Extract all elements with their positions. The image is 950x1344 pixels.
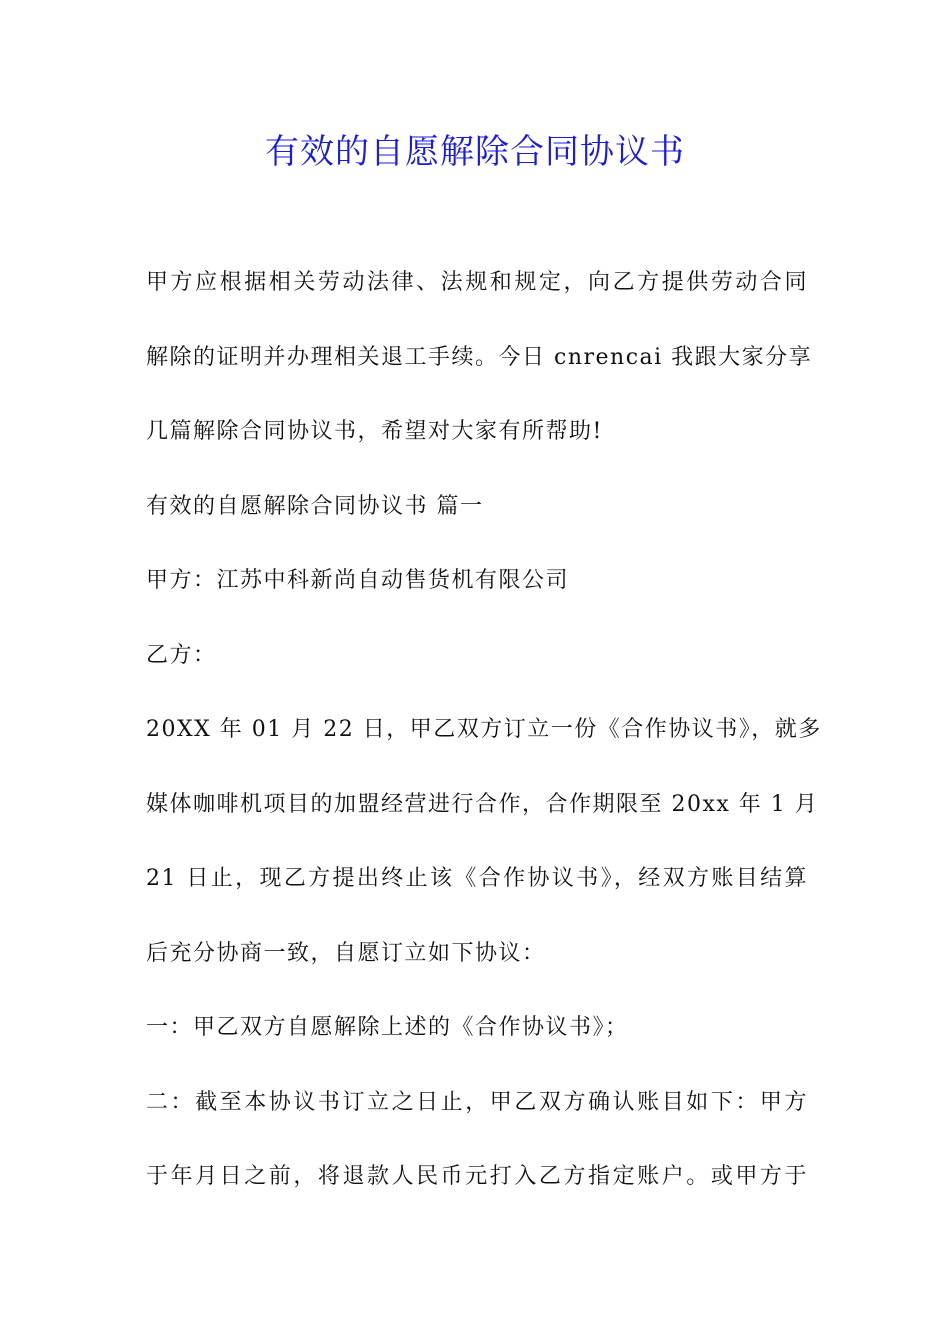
paragraph-line: 21 日止，现乙方提出终止该《合作协议书》，经双方账目结算 — [146, 866, 808, 891]
party-a-line: 甲方：江苏中科新尚自动售货机有限公司 — [146, 568, 570, 593]
paragraph-line: 20XX 年 01 月 22 日，甲乙双方订立一份《合作协议书》，就多 — [146, 717, 822, 742]
document-title: 有效的自愿解除合同协议书 — [265, 132, 685, 172]
paragraph-line: 几篇解除合同协议书，希望对大家有所帮助! — [146, 419, 603, 444]
section-heading: 有效的自愿解除合同协议书 篇一 — [146, 493, 484, 519]
clause-two: 二：截至本协议书订立之日止，甲乙双方确认账目如下：甲方 — [146, 1089, 808, 1115]
party-b-line: 乙方： — [146, 642, 217, 668]
document-body — [146, 260, 822, 1229]
paragraph-line: 媒体咖啡机项目的加盟经营进行合作，合作期限至 20xx 年 1 月 — [146, 791, 819, 817]
paragraph-line: 后充分协商一致，自愿订立如下协议： — [146, 940, 546, 966]
clause-one: 一：甲乙双方自愿解除上述的《合作协议书》； — [146, 1015, 629, 1040]
paragraph-line: 甲方应根据相关劳动法律、法规和规定，向乙方提供劳动合同 — [146, 270, 808, 295]
paragraph-line: 于年月日之前，将退款人民币元打入乙方指定账户。或甲方于 — [146, 1164, 808, 1189]
paragraph-line: 解除的证明并办理相关退工手续。今日 cnrencai 我跟大家分享 — [146, 344, 813, 370]
